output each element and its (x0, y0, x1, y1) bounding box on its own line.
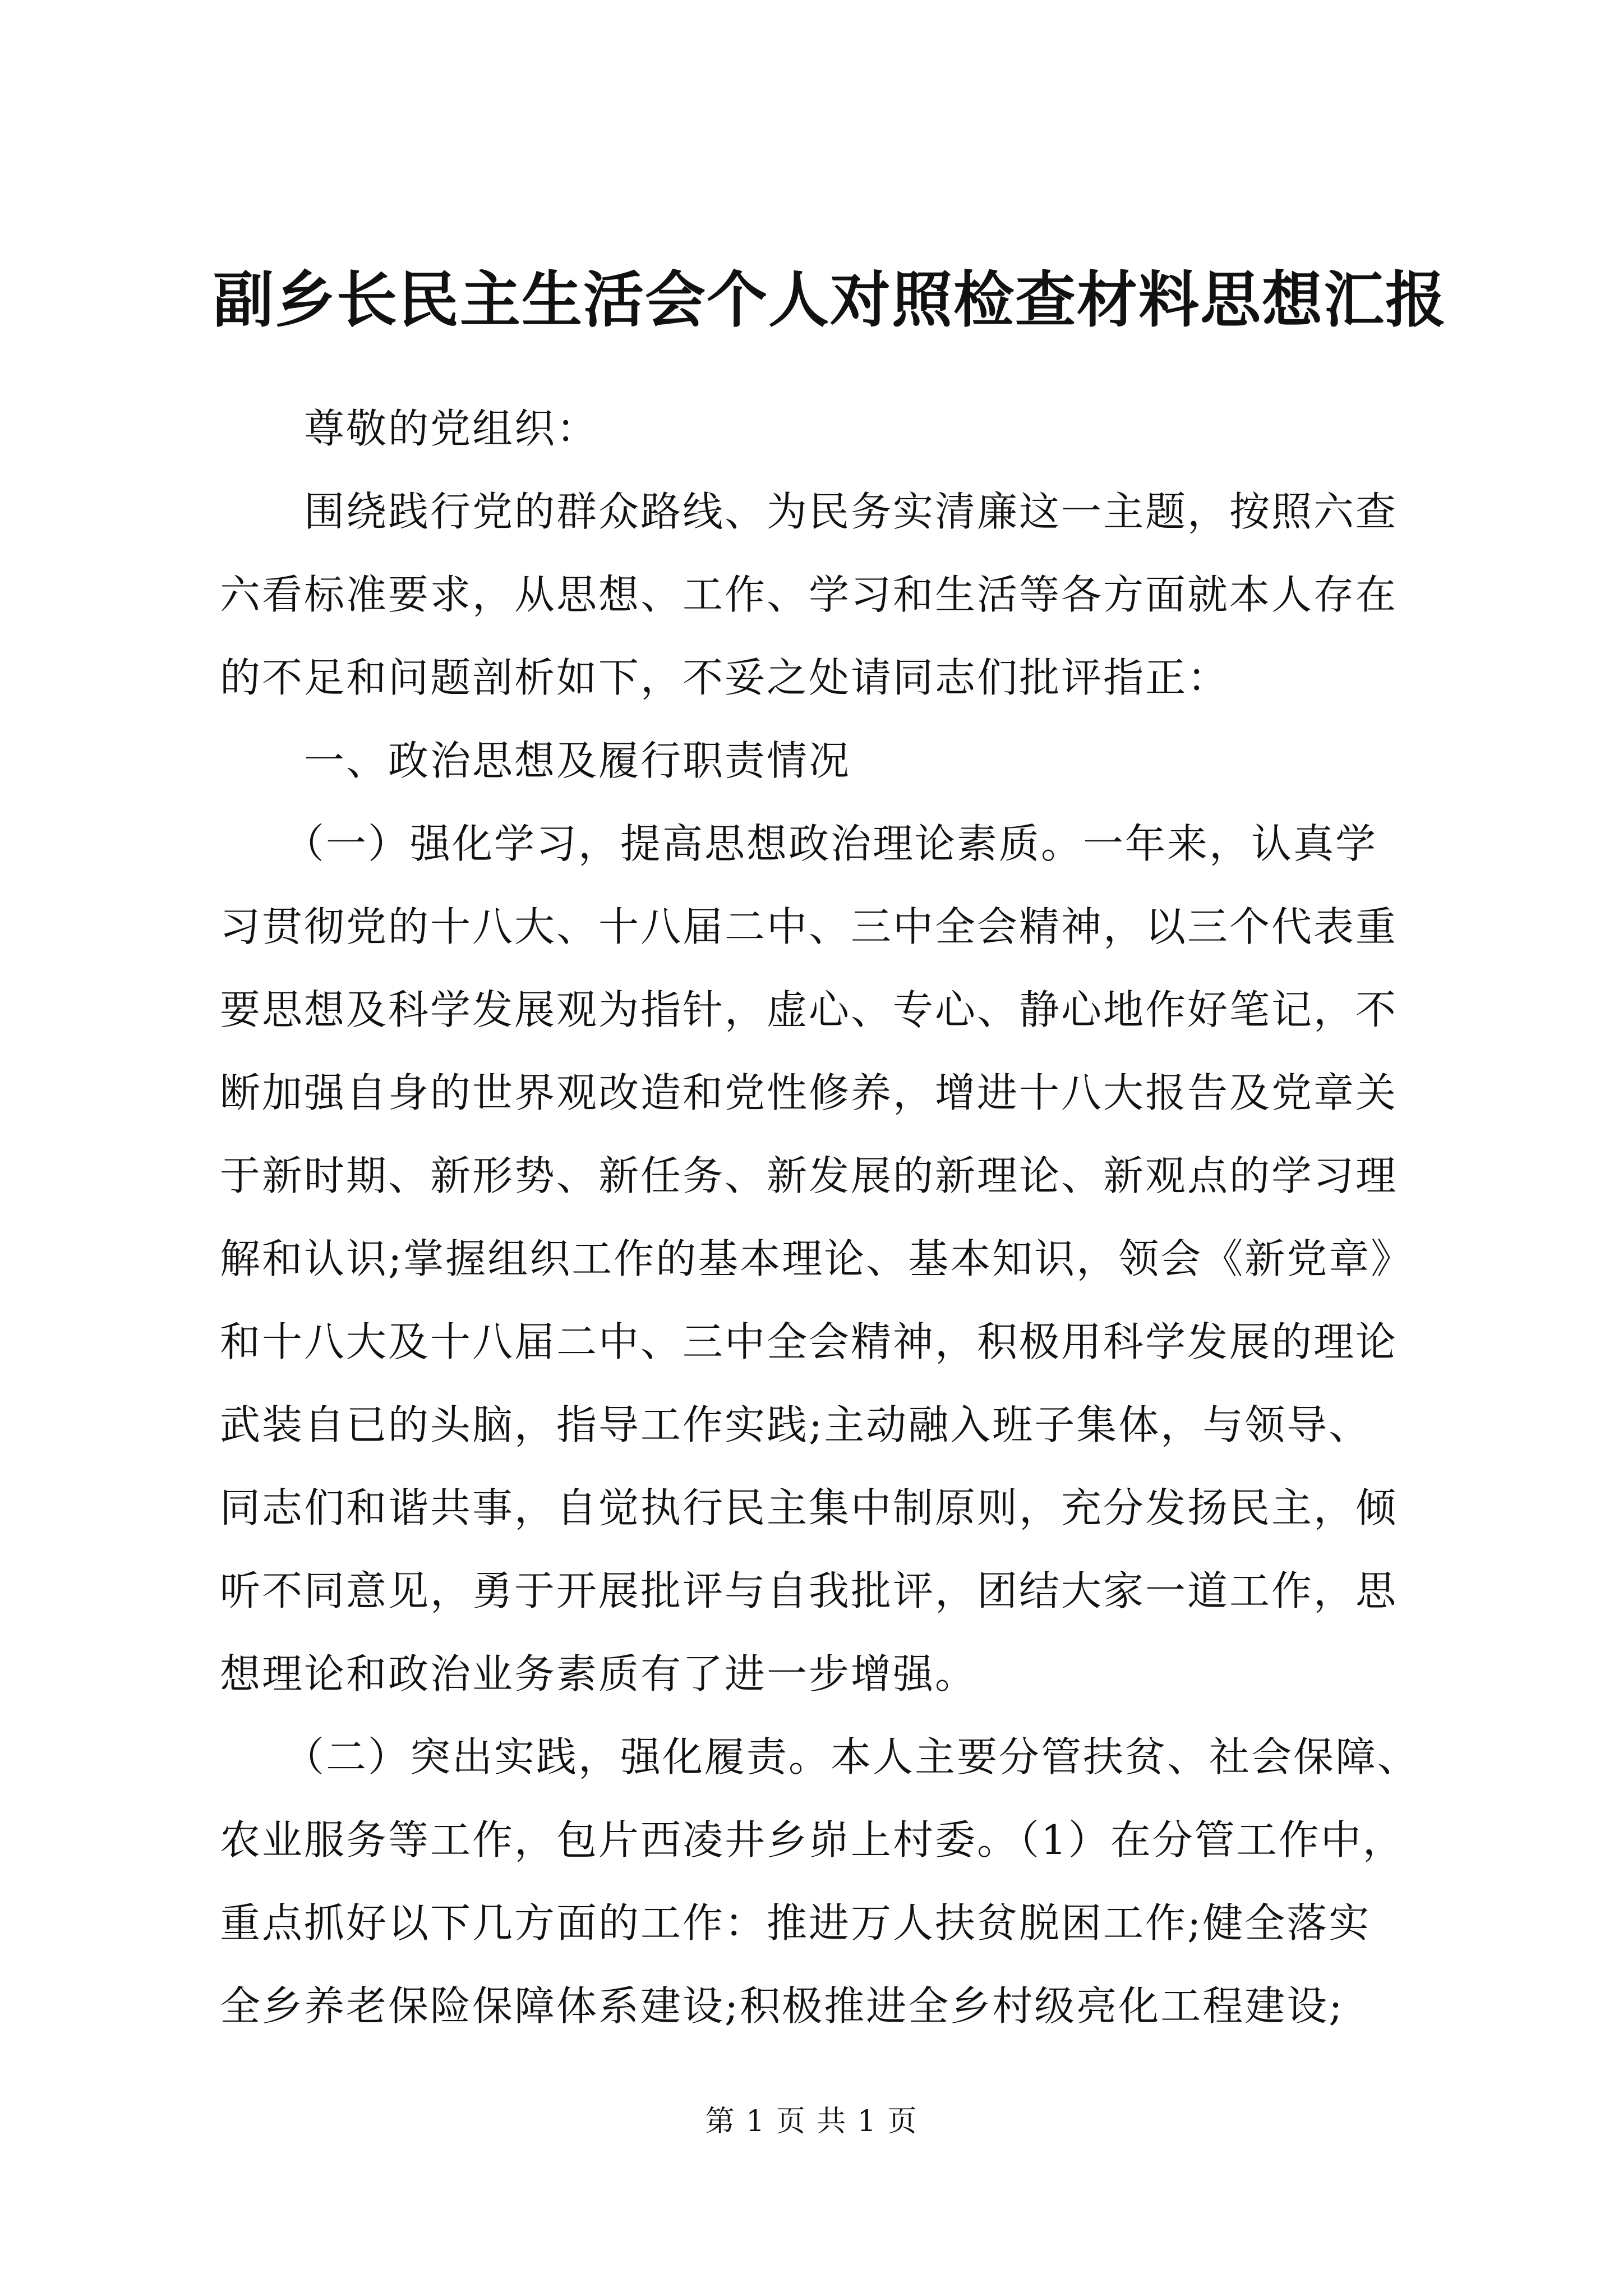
body-line: 想理论和政治业务素质有了进一步增强。 (220, 1650, 978, 1697)
body-line: （一）强化学习，提高思想政治理论素质。一年来，认真学 (220, 820, 1378, 867)
body-line: 全乡养老保险保障体系建设;积极推进全乡村级亮化工程建设; (220, 1982, 1344, 2030)
body-line: 的不足和问题剖析如下，不妥之处请同志们批评指正： (220, 654, 1230, 701)
body-line: 尊敬的党组织： (220, 405, 599, 452)
body-line: 要思想及科学发展观为指针，虚心、专心、静心地作好笔记，不 (220, 986, 1398, 1033)
body-line: 同志们和谐共事，自觉执行民主集中制原则，充分发扬民主，倾 (220, 1484, 1398, 1531)
body-line: 听不同意见，勇于开展批评与自我批评，团结大家一道工作，思 (220, 1567, 1398, 1614)
body-line: （二）突出实践，强化履责。本人主要分管扶贫、社会保障、 (220, 1733, 1420, 1780)
body-line: 一、政治思想及履行职责情况 (220, 737, 851, 784)
body-line: 断加强自身的世界观改造和党性修养，增进十八大报告及党章关 (220, 1069, 1398, 1116)
document-title: 副乡长民主生活会个人对照检查材料思想汇报 (213, 265, 1447, 335)
body-line: 重点抓好以下几方面的工作：推进万人扶贫脱困工作;健全落实 (220, 1899, 1371, 1947)
body-line: 农业服务等工作，包片西凌井乡峁上村委。（1）在分管工作中， (220, 1816, 1405, 1864)
body-line: 武装自已的头脑，指导工作实践;主动融入班子集体，与领导、 (220, 1401, 1371, 1448)
body-line: 解和认识;掌握组织工作的基本理论、基本知识，领会《新党章》 (220, 1235, 1413, 1282)
body-line: 习贯彻党的十八大、十八届二中、三中全会精神，以三个代表重 (220, 903, 1398, 950)
page-number-footer: 第 1 页 共 1 页 (705, 2105, 918, 2138)
document-body (220, 387, 1429, 2047)
body-line: 六看标准要求，从思想、工作、学习和生活等各方面就本人存在 (220, 571, 1398, 618)
body-line: 围绕践行党的群众路线、为民务实清廉这一主题，按照六查 (220, 488, 1398, 535)
body-line: 和十八大及十八届二中、三中全会精神，积极用科学发展的理论 (220, 1318, 1398, 1365)
body-line: 于新时期、新形势、新任务、新发展的新理论、新观点的学习理 (220, 1152, 1398, 1199)
